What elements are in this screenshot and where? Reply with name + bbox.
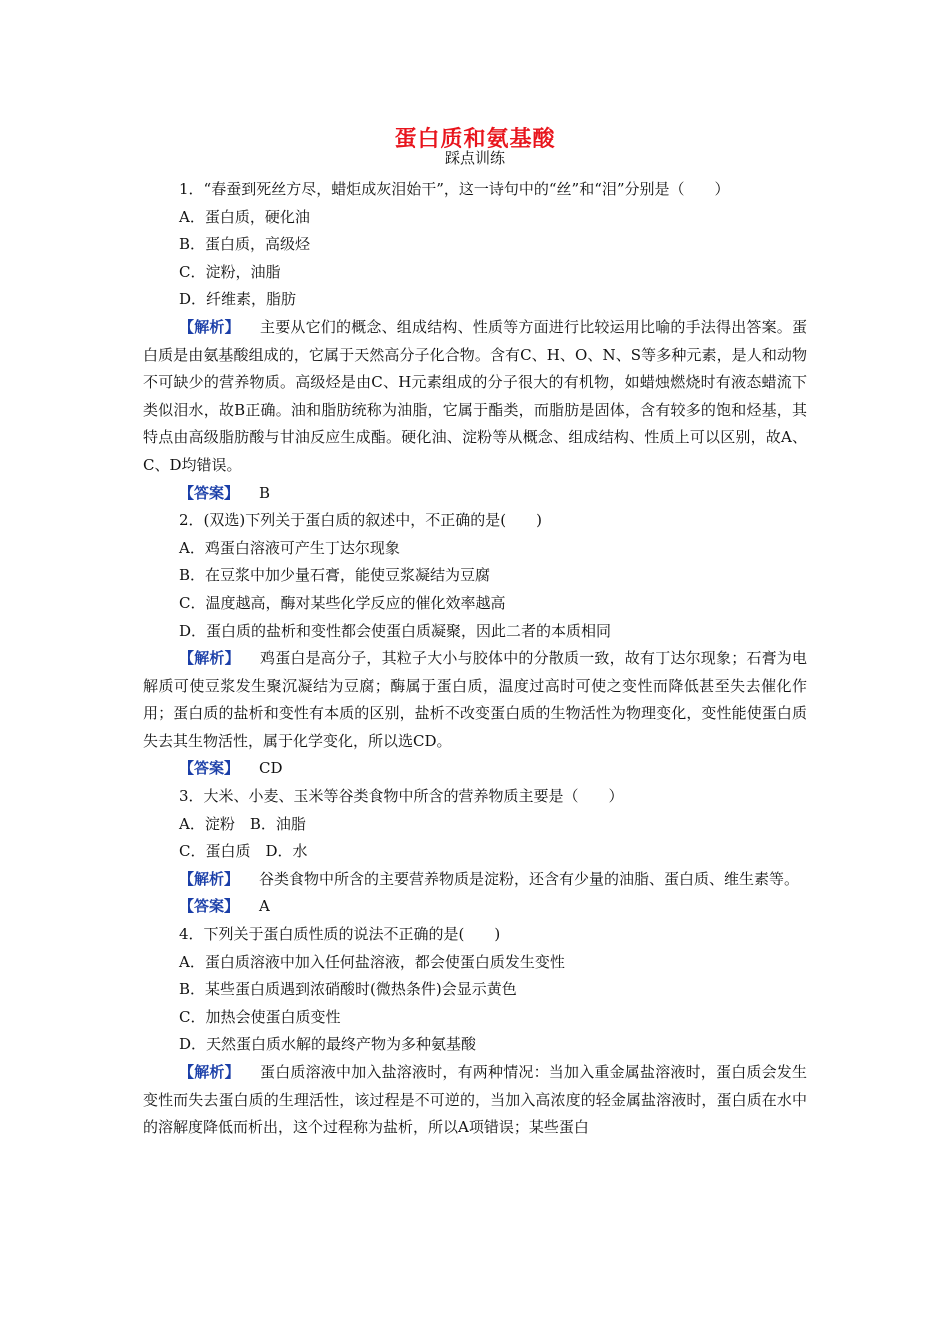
- option-2c: C．温度越高，酶对某些化学反应的催化效率越高: [179, 593, 506, 612]
- option-4d: D．天然蛋白质水解的最终产物为多种氨基酸: [179, 1035, 477, 1054]
- question-stem-4: 4．下列关于蛋白质性质的说法不正确的是( ): [179, 925, 501, 944]
- analysis-label: 【解析】: [179, 869, 240, 888]
- option-1a: A．蛋白质，硬化油: [179, 207, 310, 226]
- analysis-2: [143, 645, 807, 755]
- question-stem-2: 2．(双选)下列关于蛋白质的叙述中，不正确的是( ): [179, 511, 542, 530]
- question-stem-3: 3．大米、小麦、玉米等谷类食物中所含的营养物质主要是（ ）: [179, 787, 624, 806]
- option-3cd: C．蛋白质 D．水: [179, 842, 308, 861]
- analysis-label: 【解析】: [179, 1063, 240, 1081]
- answer-value-3: A: [259, 897, 270, 916]
- answer-2: [143, 755, 807, 783]
- answer-3: [143, 893, 807, 921]
- option-4c: C．加热会使蛋白质变性: [179, 1007, 341, 1026]
- answer-1: [143, 480, 807, 508]
- question-stem-1: 1．“春蚕到死丝方尽，蜡炬成灰泪始干”，这一诗句中的“丝”和“泪”分别是（ ）: [179, 180, 730, 198]
- analysis-text-4: 蛋白质溶液中加入盐溶液时，有两种情况：当加入重金属盐溶液时，蛋白质会发生变性而失去蛋白质的生理活性，该过程是不可逆的，当加入高浓度的轻金属盐溶液时，蛋白质在水中的溶解度降低而析出，这个过程称为盐析，所以A项错误；某些蛋白: [143, 1063, 807, 1137]
- page-subtitle: 踩点训练: [444, 149, 505, 167]
- option-4a: A．蛋白质溶液中加入任何盐溶液，都会使蛋白质发生变性: [179, 952, 565, 971]
- analysis-text-3: 谷类食物中所含的主要营养物质是淀粉，还含有少量的油脂、蛋白质、维生素等。: [259, 869, 800, 888]
- option-2a: A．鸡蛋白溶液可产生丁达尔现象: [179, 538, 400, 557]
- option-1c: C．淀粉，油脂: [179, 262, 281, 281]
- analysis-label: 【解析】: [179, 649, 240, 668]
- analysis-3: [143, 866, 807, 894]
- answer-label: 【答案】: [179, 483, 240, 502]
- analysis-text-1: 主要从它们的概念、组成结构、性质等方面进行比较运用比喻的手法得出答案。蛋白质是由氨基酸组成的，它属于天然高分子化合物。含有C、H、O、N、S等多种元素，是人和动物不可缺少的营养物质。高级烃是由C、H元素组成的分子很大的有机物，如蜡烛燃烧时有液态蜡流下类似泪水，故B正确。油和脂肪统称为油脂，它属于酯类，而脂肪是固体，含有较多的饱和烃基，其特点由高级脂肪酸与甘油反应生成酯。硬化油、淀粉等从概念、组成结构、性质上可以区别，故A、C、D均错误。: [143, 317, 807, 474]
- question-list: [143, 176, 807, 1142]
- analysis-1: [143, 314, 807, 480]
- answer-label: 【答案】: [179, 759, 240, 778]
- option-3ab: A．淀粉 B．油脂: [179, 814, 306, 833]
- page-title: 蛋白质和氨基酸: [394, 126, 556, 152]
- analysis-label: 【解析】: [179, 317, 240, 336]
- analysis-4: [143, 1059, 807, 1142]
- option-2b: B．在豆浆中加少量石膏，能使豆浆凝结为豆腐: [179, 566, 491, 585]
- option-1d: D．纤维素，脂肪: [179, 290, 297, 309]
- option-4b: B．某些蛋白质遇到浓硝酸时(微热条件)会显示黄色: [179, 980, 517, 999]
- option-2d: D．蛋白质的盐析和变性都会使蛋白质凝聚，因此二者的本质相同: [179, 621, 612, 640]
- answer-value-1: B: [259, 483, 271, 502]
- analysis-text-2: 鸡蛋白是高分子，其粒子大小与胶体中的分散质一致，故有丁达尔现象；石膏为电解质可使豆浆发生聚沉凝结为豆腐；酶属于蛋白质，温度过高时可使之变性而降低甚至失去催化作用；蛋白质的盐析和变性有本质的区别，盐析不改变蛋白质的生物活性为物理变化，变性能使蛋白质失去其生物活性，属于化学变化，所以选CD。: [143, 649, 807, 750]
- option-1b: B．蛋白质，高级烃: [179, 235, 311, 254]
- answer-label: 【答案】: [179, 897, 240, 916]
- answer-value-2: CD: [259, 759, 283, 778]
